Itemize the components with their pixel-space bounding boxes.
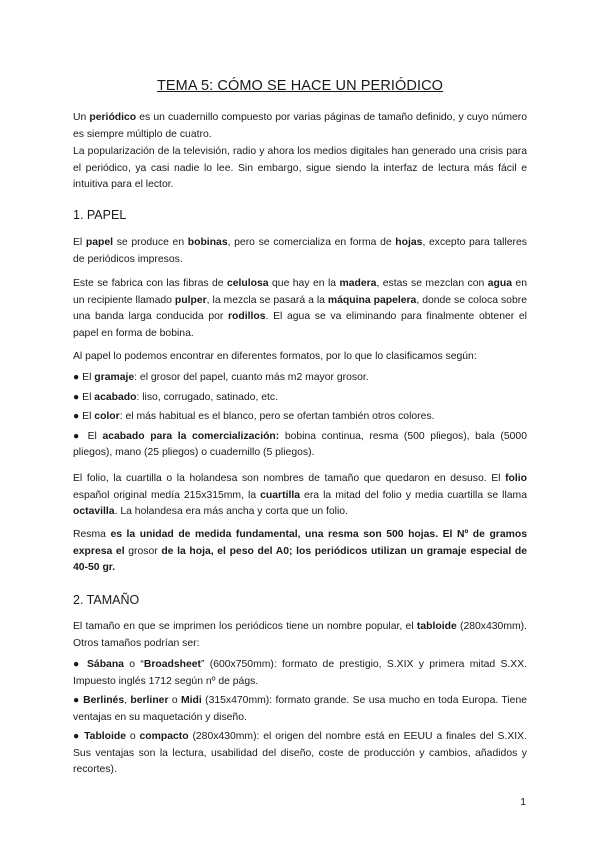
emphasis-term: Midi (181, 695, 202, 706)
list-item: ● El gramaje: el grosor del papel, cuanto más m2 mayor grosor. (73, 372, 369, 383)
list-item: ● El acabado para la comercialización: bobina continua, resma (500 pliegos), bala (5000 pliegos), mano (25 pliegos) o cuadernillo (5 pliegos). (73, 430, 527, 458)
emphasis-term: Berlinés (83, 695, 125, 706)
emphasis-term: rodillos (228, 311, 266, 322)
emphasis-term: Sábana (87, 659, 124, 670)
emphasis-term: folio (505, 473, 527, 484)
emphasis-term: bobinas (187, 237, 228, 248)
emphasis-term: gramaje (94, 372, 135, 383)
list-item: ● El acabado: liso, corrugado, satinado, etc. (73, 391, 278, 403)
emphasis-term: berliner (130, 695, 169, 706)
paper-paragraph-2: Este se fabrica con las fibras de celulosa que hay en la madera, estas se mezclan con agua en un recipiente llamado pulper, la mezcla se pasará a la máquina papelera, donde se coloca sobre una banda larga conducida por rodillos. El agua se va eliminando para finalmente obtener el papel en forma de bobina. (73, 278, 527, 339)
list-item: ● El color: el más habitual es el blanco, pero se ofertan también otros colores. (73, 411, 435, 422)
size-paragraph-1: El tamaño en que se imprimen los periódicos tiene un nombre popular, el tabloide (280x430mm). Otros tamaños podrían ser: (73, 621, 527, 649)
emphasis-term: de la hoja, el peso del A0; los periódicos utilizan un gramaje especial de 40-50 gr. (73, 545, 527, 573)
emphasis-term: agua (487, 278, 512, 289)
emphasis-term: Tabloide (84, 731, 127, 742)
emphasis-term: cuartilla (260, 489, 301, 501)
paper-paragraph-3: Al papel lo podemos encontrar en diferentes formatos, por lo que lo clasificamos según: (73, 351, 477, 362)
emphasis-term: madera (339, 278, 377, 289)
emphasis-term: papel (85, 237, 114, 248)
paper-paragraph-1: El papel se produce en bobinas, pero se comercializa en forma de hojas, excepto para talleres de periódicos impresos. (73, 237, 527, 265)
list-item: ● Sábana o “Broadsheet” (600x750mm): formato de prestigio, S.XIX y primera mitad S.XX. Impuesto inglés 1712 según nº de págs. (73, 659, 528, 687)
emphasis-term: pulper (174, 294, 207, 306)
intro-paragraph-2: La popularización de la televisión, radio y ahora los medios digitales han generado una crisis para el periódico, ya casi nadie lo lee. Sin embargo, sigue siendo la interfaz de lectura más fácil e intuitiva para el lector. (73, 146, 527, 190)
emphasis-term: hojas (395, 237, 423, 248)
emphasis-term: Broadsheet (143, 659, 201, 670)
emphasis-term: tabloide (416, 621, 457, 632)
section-heading-size: 2. TAMAÑO (73, 593, 140, 607)
emphasis-term: periódico (89, 112, 137, 123)
list-item: ● Berlinés, berliner o Midi (315x470mm): formato grande. Se usa mucho en toda Europa. Tiene ventajas en su maquetación y diseño. (73, 695, 528, 723)
section-heading-paper: 1. PAPEL (73, 208, 127, 222)
emphasis-term: acabado (94, 391, 137, 403)
intro-paragraph-1: Un periódico es un cuadernillo compuesto por varias páginas de tamaño definido, y cuyo número es siempre múltiplo de cuatro. (73, 112, 528, 140)
list-item: ● Tabloide o compacto (280x430mm): el origen del nombre está en EEUU a finales del S.XIX. Sus ventajas son la lectura, usabilidad del diseño, coste de producción y cambios, añadidos y recortes). (73, 731, 527, 775)
paper-paragraph-5: Resma es la unidad de medida fundamental, una resma son 500 hojas. El Nº de gramos expresa el grosor de la hoja, el peso del A0; los periódicos utilizan un gramaje especial de 40-50 gr. (73, 529, 527, 573)
page-title: TEMA 5: CÓMO SE HACE UN PERIÓDICO (156, 78, 444, 94)
paper-format-list (73, 370, 527, 465)
emphasis-term: compacto (139, 731, 189, 742)
emphasis-term: máquina papelera (327, 294, 417, 306)
paper-paragraph-4: El folio, la cuartilla o la holandesa son nombres de tamaño que quedaron en desuso. El folio español original medía 215x315mm, la cuartilla era la mitad del folio y media cuartilla se llama octavilla. La holandesa era más ancha y corta que un folio. (73, 473, 527, 517)
size-format-list (73, 657, 527, 782)
page-number: 1 (520, 797, 526, 808)
emphasis-term: acabado para la comercialización: (102, 430, 280, 442)
emphasis-term: es la unidad de medida fundamental, una resma son 500 hojas. El Nº de gramos expresa el (73, 529, 527, 557)
emphasis-term: octavilla (73, 506, 115, 517)
emphasis-term: color (94, 411, 120, 422)
emphasis-term: celulosa (226, 278, 269, 289)
